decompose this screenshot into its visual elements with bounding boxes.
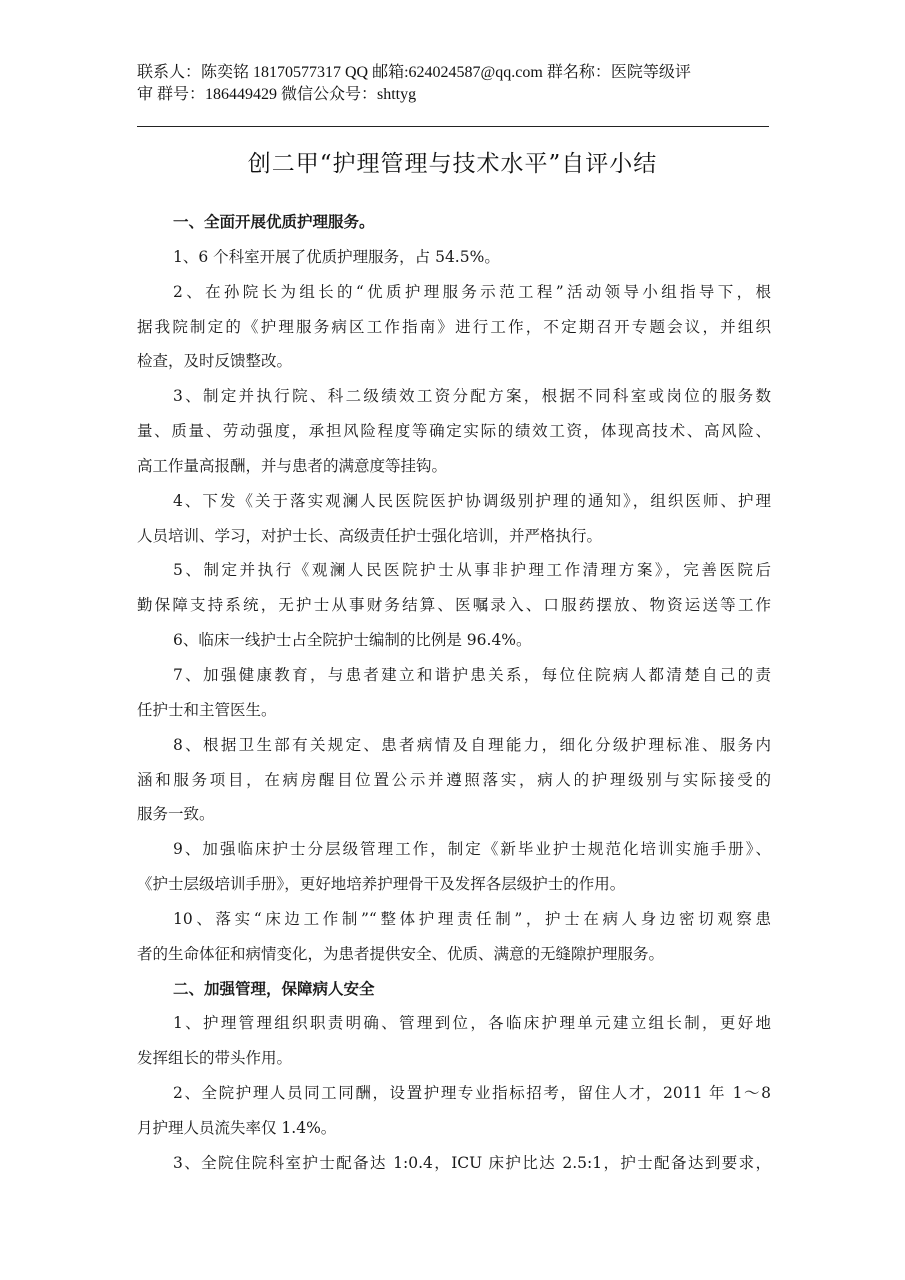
- item-1-8-line-2: 涵和服务项目，在病房醒目位置公示并遵照落实，病人的护理级别与实际接受的: [137, 770, 771, 789]
- contact-line-2: 审 群号：186449429 微信公众号：shttyg: [137, 86, 417, 103]
- section-heading-2: 二、加强管理，保障病人安全: [173, 979, 375, 998]
- item-2-1-line-2: 发挥组长的带头作用。: [137, 1049, 293, 1068]
- item-1-4-line-1: 4、下发《关于落实观澜人民医院医护协调级别护理的通知》，组织医师、护理: [173, 491, 771, 510]
- contact-line-1: 联系人：陈奕铭 18170577317 QQ 邮箱:624024587@qq.com 群名称：医院等级评: [137, 64, 691, 81]
- item-1-2-line-1: 2、在孙院长为组长的“优质护理服务示范工程”活动领导小组指导下，根: [173, 282, 771, 301]
- item-1-2-line-2: 据我院制定的《护理服务病区工作指南》进行工作，不定期召开专题会议，并组织: [137, 317, 771, 336]
- item-1-5-line-2: 勤保障支持系统，无护士从事财务结算、医嘱录入、口服药摆放、物资运送等工作: [137, 596, 771, 615]
- item-2-3-line-1: 3、全院住院科室护士配备达 1:0.4，ICU 床护比达 2.5:1，护士配备达到要求，: [173, 1153, 771, 1172]
- item-1-6: 6、临床一线护士占全院护士编制的比例是 96.4%。: [173, 631, 532, 650]
- item-1-10-line-2: 者的生命体征和病情变化，为患者提供安全、优质、满意的无缝隙护理服务。: [137, 944, 665, 963]
- item-1-8-line-3: 服务一致。: [137, 805, 215, 824]
- item-2-2-line-2: 月护理人员流失率仅 1.4%。: [137, 1118, 337, 1137]
- item-1-3-line-1: 3、制定并执行院、科二级绩效工资分配方案，根据不同科室或岗位的服务数: [173, 387, 771, 406]
- item-1-2-line-3: 检查，及时反馈整改。: [137, 352, 293, 371]
- item-1-9-line-1: 9、加强临床护士分层级管理工作，制定《新毕业护士规范化培训实施手册》、: [173, 840, 771, 859]
- item-1-5-line-1: 5、制定并执行《观澜人民医院护士从事非护理工作清理方案》，完善医院后: [173, 561, 771, 580]
- item-2-1-line-1: 1、护理管理组织职责明确、管理到位，各临床护理单元建立组长制，更好地: [173, 1014, 771, 1033]
- item-1-8-line-1: 8、根据卫生部有关规定、患者病情及自理能力，细化分级护理标准、服务内: [173, 735, 771, 754]
- section-heading-1: 一、全面开展优质护理服务。: [173, 213, 375, 231]
- item-1-7-line-1: 7、加强健康教育，与患者建立和谐护患关系，每位住院病人都清楚自己的责: [173, 665, 771, 684]
- item-1-3-line-2: 量、质量、劳动强度，承担风险程度等确定实际的绩效工资，体现高技术、高风险、: [137, 422, 771, 441]
- item-1-10-line-1: 10、落实“床边工作制”“整体护理责任制”，护士在病人身边密切观察患: [173, 909, 771, 928]
- item-1-7-line-2: 任护士和主管医生。: [137, 700, 277, 719]
- item-1-1: 1、6 个科室开展了优质护理服务，占 54.5%。: [173, 247, 500, 266]
- contact-header: [137, 62, 777, 106]
- item-2-2-line-1: 2、全院护理人员同工同酬，设置护理专业指标招考，留住人才，2011 年 1～8: [173, 1084, 771, 1103]
- document-title: 创二甲“护理管理与技术水平”自评小结: [247, 151, 658, 177]
- header-divider: [137, 126, 769, 127]
- item-1-3-line-3: 高工作量高报酬，并与患者的满意度等挂钩。: [137, 456, 448, 475]
- item-1-9-line-2: 《护士层级培训手册》，更好地培养护理骨干及发挥各层级护士的作用。: [137, 875, 626, 894]
- document-body: [137, 205, 771, 1181]
- item-1-4-line-2: 人员培训、学习，对护士长、高级责任护士强化培训，并严格执行。: [137, 526, 603, 545]
